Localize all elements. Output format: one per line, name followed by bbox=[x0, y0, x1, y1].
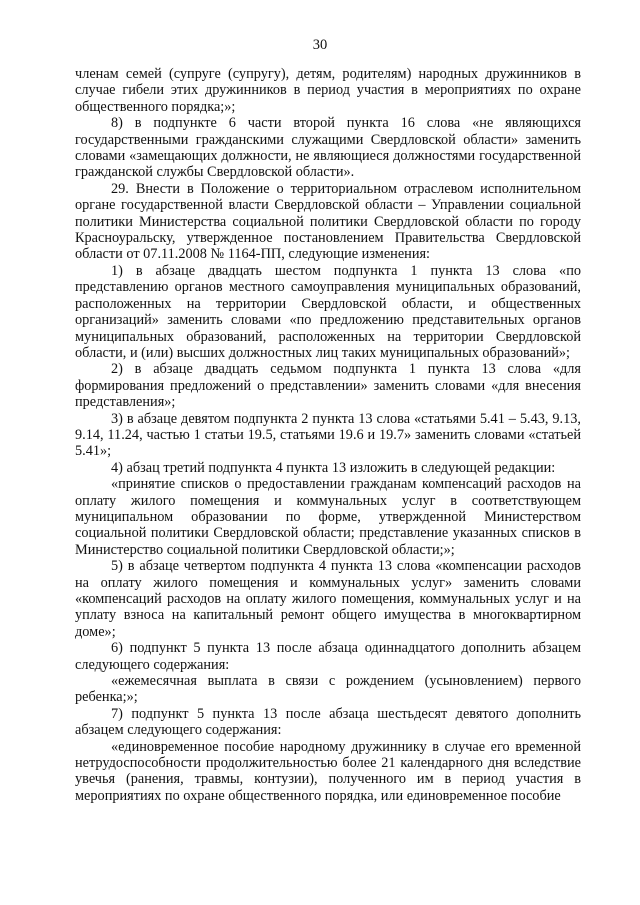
paragraph-quote-6: «ежемесячная выплата в связи с рождением (усыновлением) первого ребенка;»; bbox=[75, 673, 581, 706]
paragraph-item-7: 7) подпункт 5 пункта 13 после абзаца шестьдесят девятого дополнить абзацем следующего содержания: bbox=[75, 705, 581, 739]
paragraph-quote-4: «принятие списков о предоставлении гражданам компенсаций расходов на оплату жилого помещения и коммунальных услуг в соответствующем муниципальном образовании по форме, утвержденной Министерством социальной политики Свердловской области; представление указанных списков в Министерство социальной политики Свердловской области;»; bbox=[75, 476, 581, 558]
paragraph-item-2: 2) в абзаце двадцать седьмом подпункта 1 пункта 13 слова «для формирования предложений о представлении» заменить словами «для внесения представления»; bbox=[75, 361, 581, 411]
paragraph-item-4: 4) абзац третий подпункта 4 пункта 13 изложить в следующей редакции: bbox=[111, 459, 556, 476]
paragraph-section-29: 29. Внести в Положение о территориальном отраслевом исполнительном органе государственной власти Свердловской области – Управлении социальной политики Министерства социальной политики Свердловской области по городу Красноуральску, утвержденное постановлением Правительства Свердловской области от 07.11.2008 № 1164-ПП, следующие изменения: bbox=[75, 180, 581, 263]
document-body bbox=[75, 66, 581, 804]
paragraph-continuation: членам семей (супруге (супругу), детям, родителям) народных дружинников в случае гибели этих дружинников в период участия в мероприятиях по охране общественного порядка;»; bbox=[75, 66, 581, 115]
paragraph-item-1: 1) в абзаце двадцать шестом подпункта 1 пункта 13 слова «по представлению органов местного самоуправления муниципальных образований, расположенных на территории Свердловской области, и общественных организаций» заменить словами «по предложению представительных органов муниципальных образований, расположенных на территории Свердловской области, и (или) высших должностных лиц таких муниципальных образований»; bbox=[75, 262, 581, 361]
paragraph-item-6: 6) подпункт 5 пункта 13 после абзаца одиннадцатого дополнить абзацем следующего содержания: bbox=[75, 640, 581, 673]
paragraph-item-5: 5) в абзаце четвертом подпункта 4 пункта 13 слова «компенсации расходов на оплату жилого помещения и коммунальных услуг» заменить словами «компенсаций расходов на оплату жилого помещения, коммунальных услуг и на уплату взноса на капитальный ремонт общего имущества в многоквартирном доме»; bbox=[75, 558, 581, 640]
paragraph-item-3: 3) в абзаце девятом подпункта 2 пункта 13 слова «статьями 5.41 – 5.43, 9.13, 9.14, 11.24, частью 1 статьи 19.5, статьями 19.6 и 19.7» заменить словами «статьей 5.41»; bbox=[75, 410, 581, 460]
paragraph-item-8: 8) в подпункте 6 части второй пункта 16 слова «не являющихся государственными гражданскими служащими Свердловской области» заменить словами «замещающих должности, не являющиеся должностями государственной гражданской службы Свердловской области». bbox=[75, 115, 581, 181]
paragraph-quote-7: «единовременное пособие народному дружиннику в случае его временной нетрудоспособности продолжительностью более 21 календарного дня вследствие увечья (ранения, травмы, контузии), полученного им в период участия в мероприятиях по охране общественного порядка, или единовременное пособие bbox=[75, 738, 581, 804]
page-number: 30 bbox=[312, 37, 328, 53]
